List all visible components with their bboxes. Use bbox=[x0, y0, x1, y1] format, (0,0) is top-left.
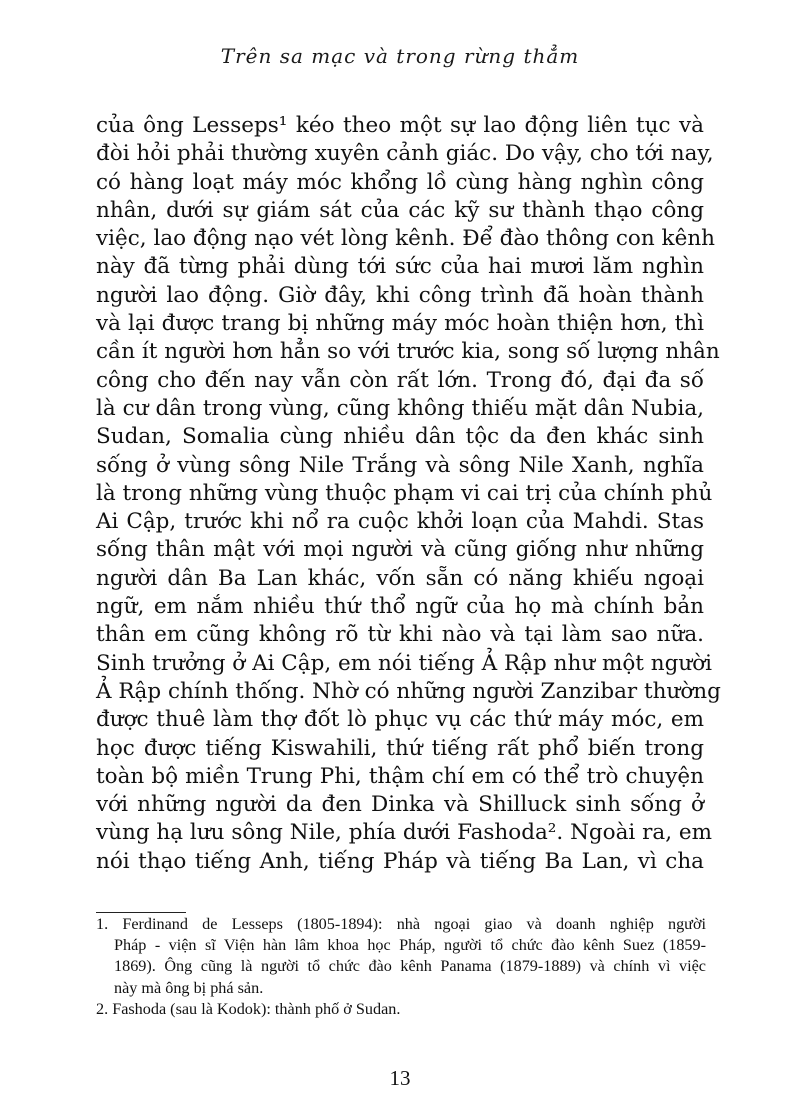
body-line: với những người da đen Dinka và Shilluck sinh sống ở bbox=[96, 792, 704, 818]
body-line: sống thân mật với mọi người và cũng giống như những bbox=[96, 537, 704, 563]
body-line: Ai Cập, trước khi nổ ra cuộc khởi loạn của Mahdi. Stas bbox=[96, 509, 704, 535]
body-line: Sinh trưởng ở Ai Cập, em nói tiếng Ả Rập như một người bbox=[96, 650, 713, 676]
running-head: Trên sa mạc và trong rừng thẳm bbox=[220, 44, 580, 68]
footnotes bbox=[96, 914, 706, 1020]
body-line: là trong những vùng thuộc phạm vi cai trị của chính phủ bbox=[96, 480, 713, 506]
footnote-line: này mà ông bị phá sản. bbox=[114, 978, 264, 997]
body-line: vùng hạ lưu sông Nile, phía dưới Fashoda². Ngoài ra, em bbox=[96, 820, 713, 846]
body-line: học được tiếng Kiswahili, thứ tiếng rất phổ biến trong bbox=[96, 735, 704, 761]
body-line: người lao động. Giờ đây, khi công trình đã hoàn thành bbox=[96, 282, 704, 308]
footnote-line: 1869). Ông cũng là người tổ chức đào kênh Panama (1879-1889) và chính vì việc bbox=[114, 957, 706, 976]
body-line: toàn bộ miền Trung Phi, thậm chí em có thể trò chuyện bbox=[96, 763, 704, 789]
body-line: nói thạo tiếng Anh, tiếng Pháp và tiếng Ba Lan, vì cha bbox=[96, 848, 704, 874]
body-line: thân em cũng không rõ từ khi nào và tại làm sao nữa. bbox=[96, 622, 704, 648]
body-text bbox=[96, 112, 721, 876]
body-line: người dân Ba Lan khác, vốn sẵn có năng khiếu ngoại bbox=[96, 565, 704, 591]
footnote-line: 1. Ferdinand de Lesseps (1805-1894): nhà ngoại giao và doanh nghiệp người bbox=[96, 915, 706, 933]
footnote-line: 2. Fashoda (sau là Kodok): thành phố ở Sudan. bbox=[96, 999, 401, 1018]
body-line: Sudan, Somalia cùng nhiều dân tộc da đen khác sinh bbox=[96, 424, 704, 450]
body-line: công cho đến nay vẫn còn rất lớn. Trong đó, đại đa số bbox=[96, 367, 704, 393]
body-line: của ông Lesseps¹ kéo theo một sự lao động liên tục và bbox=[96, 113, 704, 138]
body-line: và lại được trang bị những máy móc hoàn thiện hơn, thì bbox=[96, 311, 704, 337]
page-number: 13 bbox=[389, 1066, 411, 1090]
body-line: cần ít người hơn hẳn so với trước kia, song số lượng nhân bbox=[96, 339, 720, 365]
footnote-line: Pháp - viện sĩ Viện hàn lâm khoa học Pháp, người tổ chức đào kênh Suez (1859- bbox=[114, 936, 706, 955]
body-line: được thuê làm thợ đốt lò phục vụ các thứ máy móc, em bbox=[96, 707, 704, 733]
body-line: ngữ, em nắm nhiều thứ thổ ngữ của họ mà chính bản bbox=[96, 594, 704, 620]
body-line: này đã từng phải dùng tới sức của hai mươi lăm nghìn bbox=[96, 254, 704, 280]
body-line: việc, lao động nạo vét lòng kênh. Để đào thông con kênh bbox=[96, 226, 716, 252]
body-line: có hàng loạt máy móc khổng lồ cùng hàng nghìn công bbox=[96, 169, 704, 195]
body-line: đòi hỏi phải thường xuyên cảnh giác. Do vậy, cho tới nay, bbox=[96, 141, 714, 167]
body-line: Ả Rập chính thống. Nhờ có những người Zanzibar thường bbox=[96, 678, 721, 704]
body-line: sống ở vùng sông Nile Trắng và sông Nile Xanh, nghĩa bbox=[96, 452, 704, 478]
body-line: là cư dân trong vùng, cũng không thiếu mặt dân Nubia, bbox=[96, 395, 704, 421]
body-line: nhân, dưới sự giám sát của các kỹ sư thành thạo công bbox=[96, 197, 704, 223]
footnote-separator bbox=[96, 912, 186, 913]
